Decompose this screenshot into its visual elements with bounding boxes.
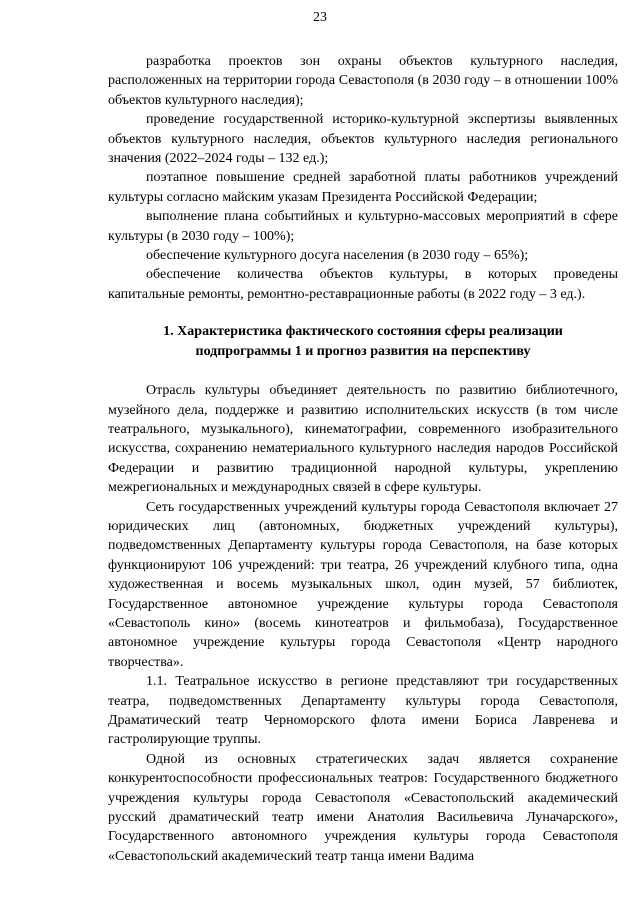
paragraph: проведение государственной историко-культурной экспертизы выявленных объектов культурного наследия, объектов культурного наследия регионального значения (2022–2024 годы – 132 ед.); [108, 112, 618, 167]
paragraph: 1.1. Театральное искусство в регионе представляют три государственных театра, подведомственных Департаменту культуры города Севастополя, Драматический театр Черноморского флота имени Бориса Лавренева и гастролирующие труппы. [108, 674, 618, 748]
paragraph: Отрасль культуры объединяет деятельность по развитию библиотечного, музейного дела, поддержке и развитию исполнительских искусств (в том числе театрального, музыкального), кинематографии, современного изобразительного искусства, сохранению нематериального культурного наследия народов Российской Федерации и развитию традиционной народной культуры, укреплению межрегиональных и международных связей в сфере культуры. [108, 383, 618, 496]
section-heading: 1. Характеристика фактического состояния сферы реализации подпрограммы 1 и прогноз развития на перспективу [163, 324, 563, 359]
paragraph: обеспечение культурного досуга населения (в 2030 году – 65%); [146, 248, 529, 264]
page-number: 23 [313, 10, 327, 25]
paragraph: выполнение плана событийных и культурно-массовых мероприятий в сфере культуры (в 2030 году – 100%); [108, 209, 618, 244]
paragraph: поэтапное повышение средней заработной платы работников учреждений культуры согласно майским указам Президента Российской Федерации; [108, 170, 618, 205]
document-body [108, 52, 618, 866]
paragraph: обеспечение количества объектов культуры, в которых проведены капитальные ремонты, ремонтно-реставрационные работы (в 2022 году – 3 ед.). [108, 267, 618, 302]
paragraph: Сеть государственных учреждений культуры города Севастополя включает 27 юридических лиц (автономных, бюджетных учреждений культуры), подведомственных Департаменту культуры города Севастополя, на базе которых функционируют 106 учреждений: три театра, 26 учреждений клубного типа, одна художественная и восемь музыкальных школ, один музей, 57 библиотек, Государственное автономное учреждение культуры города Севастополя «Севастополь кино» (восемь кинотеатров и фильмобаза), Государственное автономное учреждение культуры города Севастополя «Центр народного творчества». [108, 499, 618, 670]
paragraph: Одной из основных стратегических задач является сохранение конкурентоспособности профессиональных театров: Государственного бюджетного учреждения культуры города Севастополя «Севастопольский академический русский драматический театр имени Анатолия Васильевича Луначарского», Государственного автономного учреждения культуры города Севастополя «Севастопольский академический театр танца имени Вадима [108, 751, 618, 864]
paragraph: разработка проектов зон охраны объектов культурного наследия, расположенных на территории города Севастополя (в 2030 году – в отношении 100% объектов культурного наследия); [108, 54, 618, 108]
